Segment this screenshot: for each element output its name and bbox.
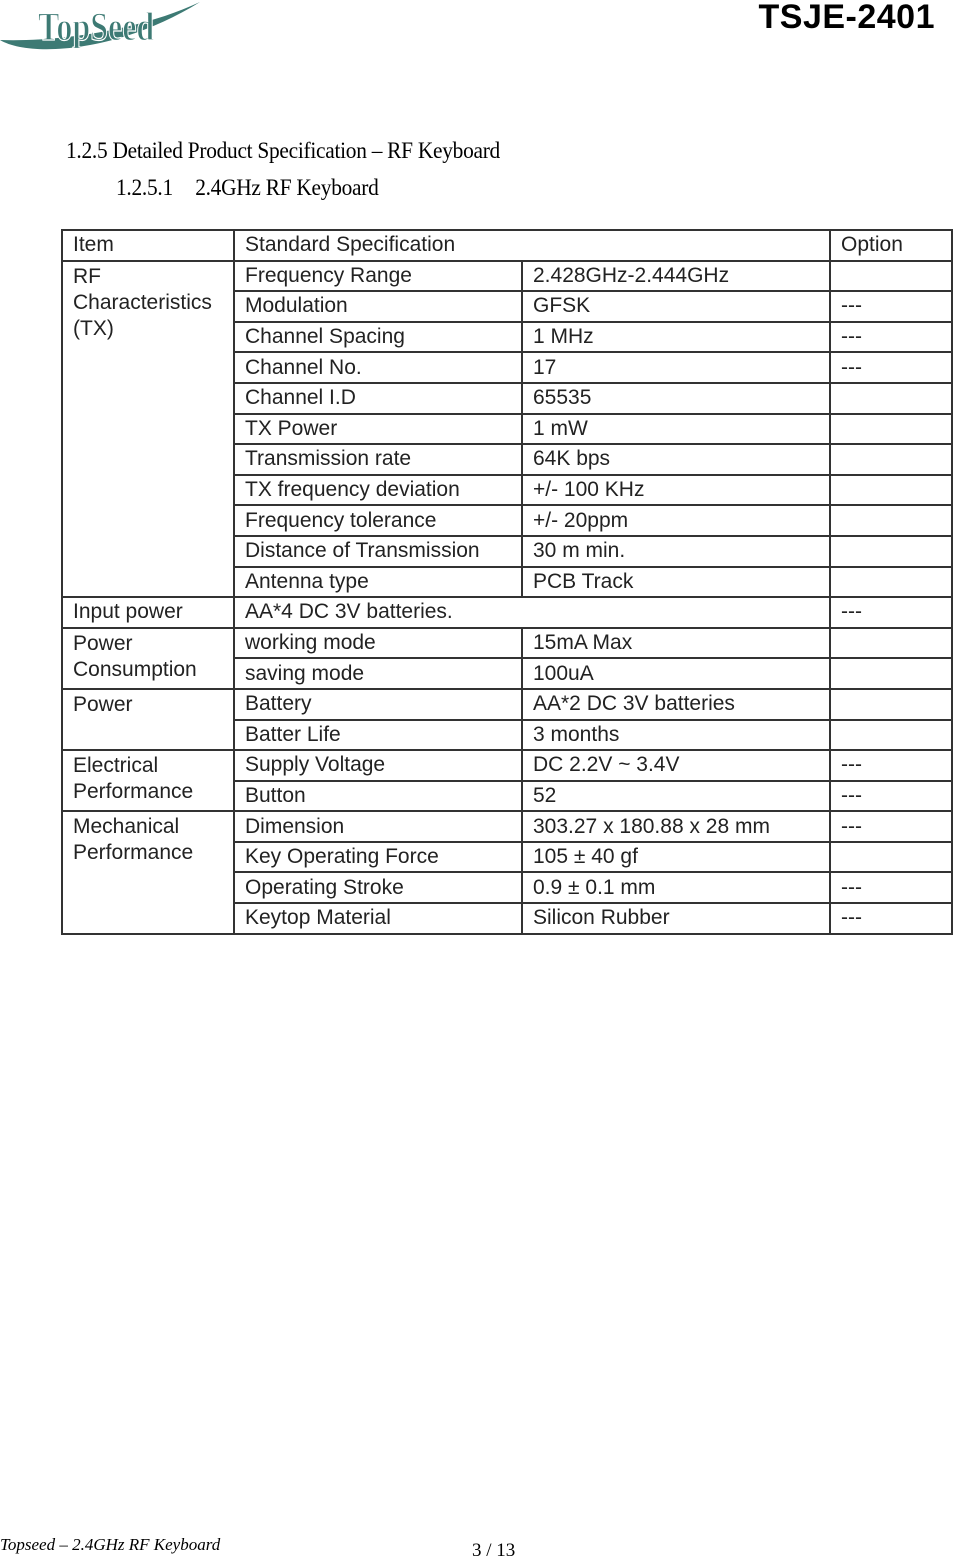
table-row bbox=[62, 597, 952, 628]
param-cell: Frequency Range bbox=[234, 261, 522, 292]
option-cell bbox=[830, 720, 952, 751]
logo-text: TopSeed bbox=[38, 4, 155, 49]
value-cell: 0.9 ± 0.1 mm bbox=[522, 872, 830, 903]
option-cell bbox=[830, 444, 952, 475]
value-cell: +/- 100 KHz bbox=[522, 475, 830, 506]
param-cell: Frequency tolerance bbox=[234, 505, 522, 536]
value-cell: AA*4 DC 3V batteries. bbox=[234, 597, 830, 628]
option-cell: --- bbox=[830, 781, 952, 812]
option-cell bbox=[830, 658, 952, 689]
param-cell: Antenna type bbox=[234, 567, 522, 598]
group-name: Power bbox=[62, 689, 234, 750]
value-cell: 303.27 x 180.88 x 28 mm bbox=[522, 811, 830, 842]
value-cell: GFSK bbox=[522, 291, 830, 322]
header-option: Option bbox=[830, 230, 952, 261]
option-cell bbox=[830, 414, 952, 445]
table-row bbox=[62, 261, 952, 292]
value-cell: Silicon Rubber bbox=[522, 903, 830, 934]
option-cell bbox=[830, 475, 952, 506]
subsection-title: 2.4GHz RF Keyboard bbox=[195, 175, 379, 200]
table-row bbox=[62, 628, 952, 659]
table-header-row bbox=[62, 230, 952, 261]
value-cell: 64K bps bbox=[522, 444, 830, 475]
table-row bbox=[62, 811, 952, 842]
param-cell: Modulation bbox=[234, 291, 522, 322]
value-cell: 1 MHz bbox=[522, 322, 830, 353]
group-name: Input power bbox=[62, 597, 234, 628]
option-cell: --- bbox=[830, 322, 952, 353]
value-cell: PCB Track bbox=[522, 567, 830, 598]
param-cell: TX Power bbox=[234, 414, 522, 445]
param-cell: Channel I.D bbox=[234, 383, 522, 414]
table-row bbox=[62, 750, 952, 781]
param-cell: Dimension bbox=[234, 811, 522, 842]
section-heading: 1.2.5 Detailed Product Specification – RF Keyboard bbox=[66, 138, 500, 163]
header-spec: Standard Specification bbox=[234, 230, 830, 261]
option-cell: --- bbox=[830, 597, 952, 628]
topseed-logo bbox=[0, 0, 205, 60]
subsection-number: 1.2.5.1 bbox=[116, 175, 173, 200]
option-cell bbox=[830, 383, 952, 414]
value-cell: 15mA Max bbox=[522, 628, 830, 659]
document-id: TSJE-2401 bbox=[758, 0, 935, 36]
option-cell bbox=[830, 261, 952, 292]
value-cell: DC 2.2V ~ 3.4V bbox=[522, 750, 830, 781]
param-cell: working mode bbox=[234, 628, 522, 659]
page-number: 3 / 13 bbox=[472, 1540, 516, 1561]
option-cell bbox=[830, 567, 952, 598]
value-cell: 17 bbox=[522, 352, 830, 383]
param-cell: Operating Stroke bbox=[234, 872, 522, 903]
group-name: Electrical Performance bbox=[62, 750, 234, 811]
value-cell: 65535 bbox=[522, 383, 830, 414]
value-cell: 1 mW bbox=[522, 414, 830, 445]
value-cell: 30 m min. bbox=[522, 536, 830, 567]
subsection-heading bbox=[116, 175, 379, 201]
option-cell bbox=[830, 689, 952, 720]
option-cell bbox=[830, 536, 952, 567]
value-cell: 105 ± 40 gf bbox=[522, 842, 830, 873]
value-cell: 52 bbox=[522, 781, 830, 812]
footer-title: Topseed – 2.4GHz RF Keyboard bbox=[0, 1535, 221, 1554]
header-item: Item bbox=[62, 230, 234, 261]
param-cell: Channel No. bbox=[234, 352, 522, 383]
value-cell: 100uA bbox=[522, 658, 830, 689]
option-cell: --- bbox=[830, 903, 952, 934]
param-cell: Supply Voltage bbox=[234, 750, 522, 781]
param-cell: Transmission rate bbox=[234, 444, 522, 475]
option-cell: --- bbox=[830, 291, 952, 322]
option-cell: --- bbox=[830, 352, 952, 383]
param-cell: Distance of Transmission bbox=[234, 536, 522, 567]
param-cell: Battery bbox=[234, 689, 522, 720]
param-cell: Key Operating Force bbox=[234, 842, 522, 873]
value-cell: +/- 20ppm bbox=[522, 505, 830, 536]
option-cell: --- bbox=[830, 872, 952, 903]
option-cell: --- bbox=[830, 811, 952, 842]
option-cell bbox=[830, 505, 952, 536]
value-cell: 3 months bbox=[522, 720, 830, 751]
group-name: RF Characteristics (TX) bbox=[62, 261, 234, 598]
group-name: Power Consumption bbox=[62, 628, 234, 689]
param-cell: Button bbox=[234, 781, 522, 812]
table-row bbox=[62, 689, 952, 720]
option-cell: --- bbox=[830, 750, 952, 781]
param-cell: TX frequency deviation bbox=[234, 475, 522, 506]
option-cell bbox=[830, 628, 952, 659]
param-cell: Keytop Material bbox=[234, 903, 522, 934]
param-cell: Channel Spacing bbox=[234, 322, 522, 353]
value-cell: AA*2 DC 3V batteries bbox=[522, 689, 830, 720]
param-cell: Batter Life bbox=[234, 720, 522, 751]
value-cell: 2.428GHz-2.444GHz bbox=[522, 261, 830, 292]
param-cell: saving mode bbox=[234, 658, 522, 689]
spec-table bbox=[61, 229, 953, 935]
group-name: Mechanical Performance bbox=[62, 811, 234, 933]
option-cell bbox=[830, 842, 952, 873]
